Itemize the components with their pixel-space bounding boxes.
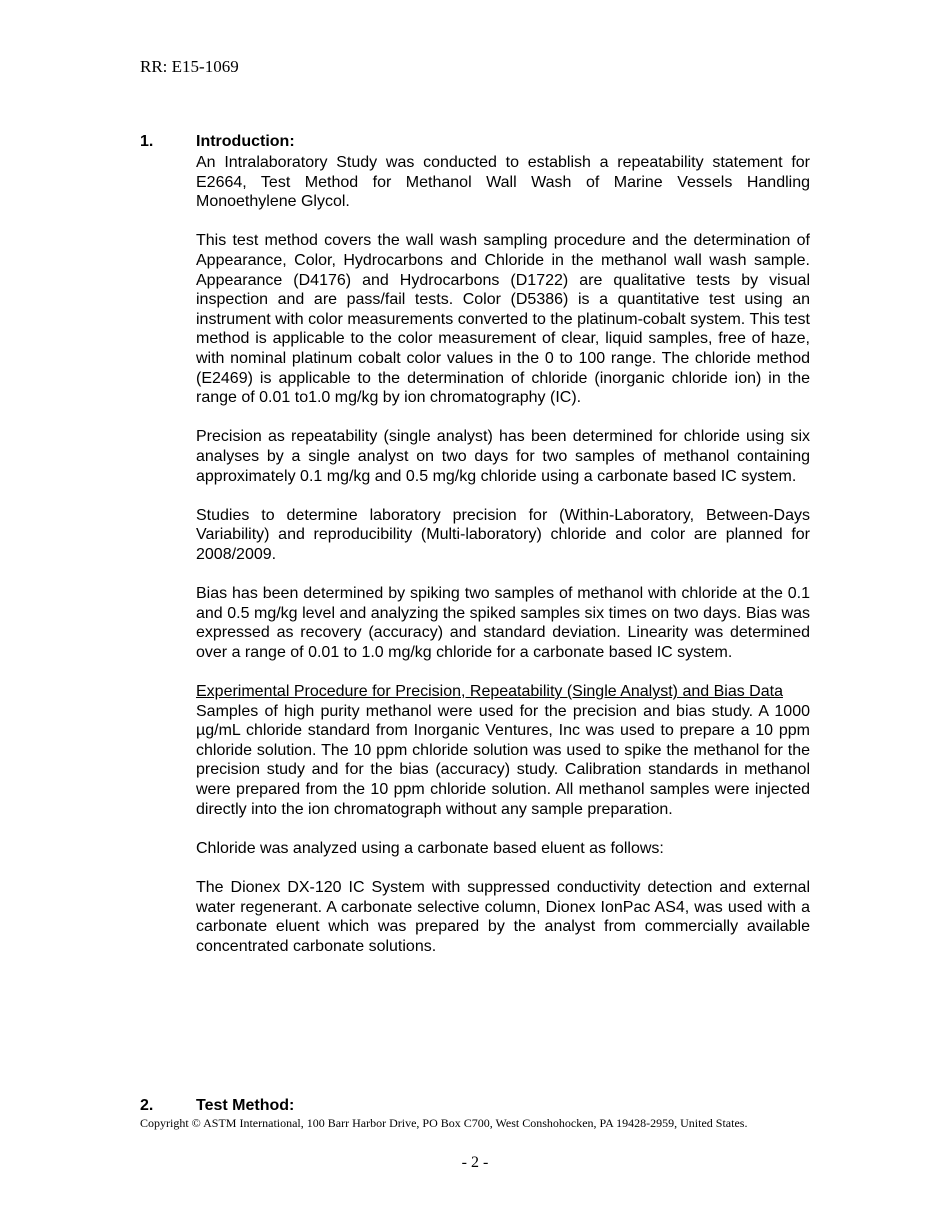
- intro-paragraph-5: Bias has been determined by spiking two samples of methanol with chloride at the 0.1 and 0.5 mg/kg level and analyzing the spiked samples six times on two days. Bias was expressed as recovery (accuracy) and standard deviation. Linearity was determined over a range of 0.01 to 1.0 mg/kg chloride for a carbonate based IC system.: [196, 585, 810, 661]
- intro-paragraph-3: Precision as repeatability (single analyst) has been determined for chloride using six analyses by a single analyst on two days for two samples of methanol containing approximately 0.1 mg/kg and 0.5 mg/kg chloride using a carbonate based IC system.: [196, 428, 810, 485]
- page-number: - 2 -: [461, 1154, 489, 1171]
- section-1-number: 1.: [140, 133, 154, 150]
- section-2-title: Test Method:: [196, 1097, 295, 1114]
- section-1-heading: [140, 133, 295, 151]
- section-1-title: Introduction:: [196, 133, 295, 150]
- section-2-number: 2.: [140, 1097, 154, 1114]
- copyright-footer: Copyright © ASTM International, 100 Barr Harbor Drive, PO Box C700, West Conshohocken, PA 19428-2959, United States.: [140, 1116, 748, 1130]
- procedure-subheading: Experimental Procedure for Precision, Repeatability (Single Analyst) and Bias Data: [196, 683, 783, 701]
- intro-paragraph-4: Studies to determine laboratory precision for (Within-Laboratory, Between-Days Variability) and reproducibility (Multi-laboratory) chloride and color are planned for 2008/2009.: [196, 506, 810, 563]
- section-1-body: [196, 153, 810, 956]
- report-id-header: RR: E15-1069: [140, 57, 239, 76]
- procedure-paragraph-3: The Dionex DX-120 IC System with suppressed conductivity detection and external water regenerant. A carbonate selective column, Dionex IonPac AS4, was used with a carbonate eluent which was prepared by the analyst from commercially available concentrated carbonate solutions.: [196, 878, 810, 955]
- procedure-paragraph-1: Samples of high purity methanol were used for the precision and bias study. A 1000 µg/mL chloride standard from Inorganic Ventures, Inc was used to prepare a 10 ppm chloride solution. The 10 ppm chloride solution was used to spike the methanol for the precision study and for the bias (accuracy) study. Calibration standards in methanol were prepared from the 10 ppm chloride solution. All methanol samples were injected directly into the ion chromatograph without any sample preparation.: [196, 702, 810, 818]
- section-2-heading: [140, 1097, 294, 1115]
- intro-paragraph-1: An Intralaboratory Study was conducted to establish a repeatability statement for E2664, Test Method for Methanol Wall Wash of Marine Vessels Handling Monoethylene Glycol.: [196, 154, 810, 211]
- intro-paragraph-2: This test method covers the wall wash sampling procedure and the determination of Appearance, Color, Hydrocarbons and Chloride in the methanol wall wash sample. Appearance (D4176) and Hydrocarbons (D1722) are qualitative tests by visual inspection and are pass/fail tests. Color (D5386) is a quantitative test using an instrument with color measurements converted to the platinum-cobalt system. This test method is applicable to the color measurement of clear, liquid samples, free of haze, with nominal platinum cobalt color values in the 0 to 100 range. The chloride method (E2469) is applicable to the determination of chloride (inorganic chloride ion) in the range of 0.01 to1.0 mg/kg by ion chromatography (IC).: [196, 232, 810, 407]
- procedure-paragraph-2: Chloride was analyzed using a carbonate based eluent as follows:: [196, 839, 664, 857]
